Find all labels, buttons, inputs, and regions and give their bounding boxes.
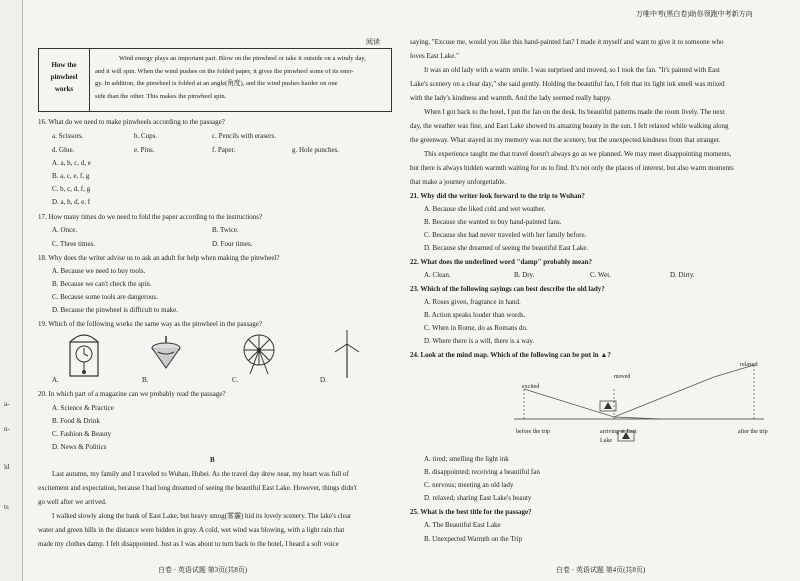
answer-option: D. a, b, d, e, f [52,198,91,206]
passage-line: This experience taught me that travel doesn't always go as we planned. We may meet disappointing moments, [424,150,732,158]
answer-option: C. Three times. [52,240,96,248]
answer-option: C. When in Rome, do as Romans do. [424,324,528,332]
answer-option: B. Action speaks louder than words. [424,311,526,319]
answer-option: B. Food & Drink [52,417,100,425]
answer-option: A. a, b, c, d, e [52,159,91,167]
question-16-stem: 16. What do we need to make pinwheels according to the passage? [38,118,225,126]
box-label-line: How the [51,61,77,69]
box-text-line: and it will spin. When the wind pushes on the folded paper, it gives the pinwheel some of its ener- [95,67,354,75]
page-footer: 白卷 · 英语试题 第4页(共8页) [556,566,646,574]
box-label [39,49,90,111]
box-text [95,53,387,103]
answer-option: D. Because the pinwheel is difficult to make. [52,306,179,314]
clock-picture [64,330,104,378]
answer-option: A. Roses given, fragrance in hand. [424,298,521,306]
question-22-stem: 22. What does the underlined word "damp" probably mean? [410,258,592,266]
answer-option: C. Fashion & Beauty [52,430,112,438]
answer-option: B. Because we can't check the spin. [52,280,152,288]
answer-option: C. b, c, d, f, g [52,185,91,193]
answer-option: B. Because she wanted to buy hand-painted fans. [424,218,562,226]
binding-gutter [0,0,23,581]
passage-line: go well after we arrived. [38,498,107,506]
pinwheel-info-box [38,48,392,112]
passage-line: that make a journey unforgettable. [410,178,507,186]
picture-label: D. [320,376,327,384]
mindmap-label: moved [614,374,631,380]
answer-option: A. Because she liked cold and wet weather. [424,205,546,213]
gutter-mark: ld [4,463,10,471]
passage-line: Last autumn, my family and I traveled to Wuhan, Hubei. As the travel day drew near, my heart was full of [52,470,349,478]
question-25-stem: 25. What is the best title for the passage? [410,508,532,516]
item-option: b. Cups. [134,132,158,140]
gutter-mark: n- [4,425,10,433]
passage-line: When I got back to the hotel, I put the fan on the desk. Its beautiful patterns made the room lively. The next [424,108,725,116]
answer-option: A. Science & Practice [52,404,114,412]
answer-option: B. Unexpected Warmth on the Trip [424,535,523,543]
question-18-stem: 18. Why does the writer advise us to ask an adult for help when making the pinwheel? [38,254,280,262]
picture-label: C. [232,376,239,384]
question-17-stem: 17. How many times do we need to fold the paper according to the instructions? [38,213,263,221]
answer-option: B. Dry. [514,271,535,279]
answer-option: D. News & Politics [52,443,107,451]
box-text-line: gy. In addition, the pinwheel is folded at an angle(角度), and the wind pushes harder on one [95,80,338,87]
mindmap-label: excited [522,384,540,390]
passage-line: It was an old lady with a warm smile. I was surprised and moved, so I took the fan. "It's painted with East [424,66,720,74]
passage-line: the greenway. What stayed in my memory was not the scenery, but the unexpected kindness from that stranger. [410,136,721,144]
answer-option: D. Four times. [212,240,253,248]
answer-option: A. tired; smelling the light ink [424,455,509,463]
section-heading: B [210,456,215,464]
ferris-wheel-picture [238,330,280,376]
answer-option: A. Because we need to buy tools. [52,267,146,275]
page-header-title: 万唯中考(黑白卷)助你领跑中考新方向 [636,10,753,18]
answer-option: C. Wet. [590,271,611,279]
triangle-icon [604,402,612,409]
mindmap-label: before the trip [516,429,550,435]
passage-line: excitement and expectation, because I had long dreamed of seeing the beautiful East Lake. However, things didn't [38,484,357,492]
page-footer: 白卷 · 英语试题 第3页(共8页) [158,566,248,574]
box-text-line: Wind energy plays an important part. Blow on the pinwheel or take it outside on a windy day, [119,55,366,62]
answer-option: D. Where there is a will, there is a way. [424,337,535,345]
gutter-mark: a- [4,400,10,408]
spinning-top-picture [148,334,184,374]
box-label-line: pinwheel [50,73,78,81]
item-option: f. Paper. [212,146,236,154]
item-option: c. Pencils with erasers. [212,132,276,140]
box-text-line: side than the other. This makes the pinwheel spin. [95,92,227,100]
question-20-stem: 20. In which part of a magazine can we probably read the passage? [38,390,226,398]
passage-line: I walked slowly along the bank of East Lake, but heavy smog(雾霾) hid its lovely scenery. The lake's clear [52,512,352,520]
question-21-stem: 21. Why did the writer look forward to the trip to Wuhan? [410,192,585,200]
mindmap-label: arriving at East Lake [600,429,637,444]
answer-option: B. disappointed; receiving a beautiful fan [424,468,540,476]
picture-label: B. [142,376,149,384]
mindmap-label: relaxed [740,362,758,368]
item-option: d. Glue. [52,146,75,154]
page-tag: 阅读 [366,38,380,46]
answer-option: A. The Beautiful East Lake [424,521,501,529]
passage-line: but there is always hidden warmth waiting for us to find. It's not only the places of interest, but also warm moments [410,164,734,172]
answer-option: B. a, c, e, f, g [52,172,90,180]
passage-line: water and green hills in the distance were hidden in gray. A cold, wet wind was blowing, with a light rain that [38,526,345,534]
wind-turbine-picture [332,330,362,380]
question-23-stem: 23. Which of the following sayings can best describe the old lady? [410,285,605,293]
passage-line: with the lady's kindness and warmth. And the lady seemed really happy. [410,94,612,102]
answer-option: A. Clean. [424,271,451,279]
passage-line: loves East Lake." [410,52,459,60]
answer-option: A. Once. [52,226,78,234]
box-label-line: works [54,85,74,93]
answer-option: C. Because some tools are dangerous. [52,293,158,301]
answer-option: C. nervous; meeting an old lady [424,481,514,489]
passage-line: Lake's scenery on a clear day," she said gently. Holding the beautiful fan, I felt that its light ink smell was mixed [410,80,725,88]
item-option: a. Scissors. [52,132,84,140]
answer-option: C. Because she had never traveled with her family before. [424,231,587,239]
passage-line: saying, "Excuse me, would you like this hand-painted fan? I made it myself and want to give it to someone who [410,38,724,46]
answer-option: D. Because she dreamed of seeing the beautiful East Lake. [424,244,589,252]
passage-line: made my clothes damp. I felt disappointed. Just as I was about to turn back to the hotel, I heard a soft voice [38,540,339,548]
answer-option: D. relaxed; sharing East Lake's beauty [424,494,532,502]
answer-option: B. Twice. [212,226,239,234]
answer-option: D. Dirty. [670,271,695,279]
passage-line: day, the weather was fine, and East Lake showed its amazing beauty in the sun. I felt relaxed while walking along [410,122,729,130]
question-19-stem: 19. Which of the following works the same way as the pinwheel in the passage? [38,320,263,328]
gutter-mark: ts [4,503,9,511]
item-option: g. Hole punches. [292,146,340,154]
mindmap-label: after the trip [738,429,768,435]
item-option: e. Pins. [134,146,155,154]
question-24-stem: 24. Look at the mind map. Which of the following can be put in ▲? [410,351,611,359]
picture-label: A. [52,376,59,384]
